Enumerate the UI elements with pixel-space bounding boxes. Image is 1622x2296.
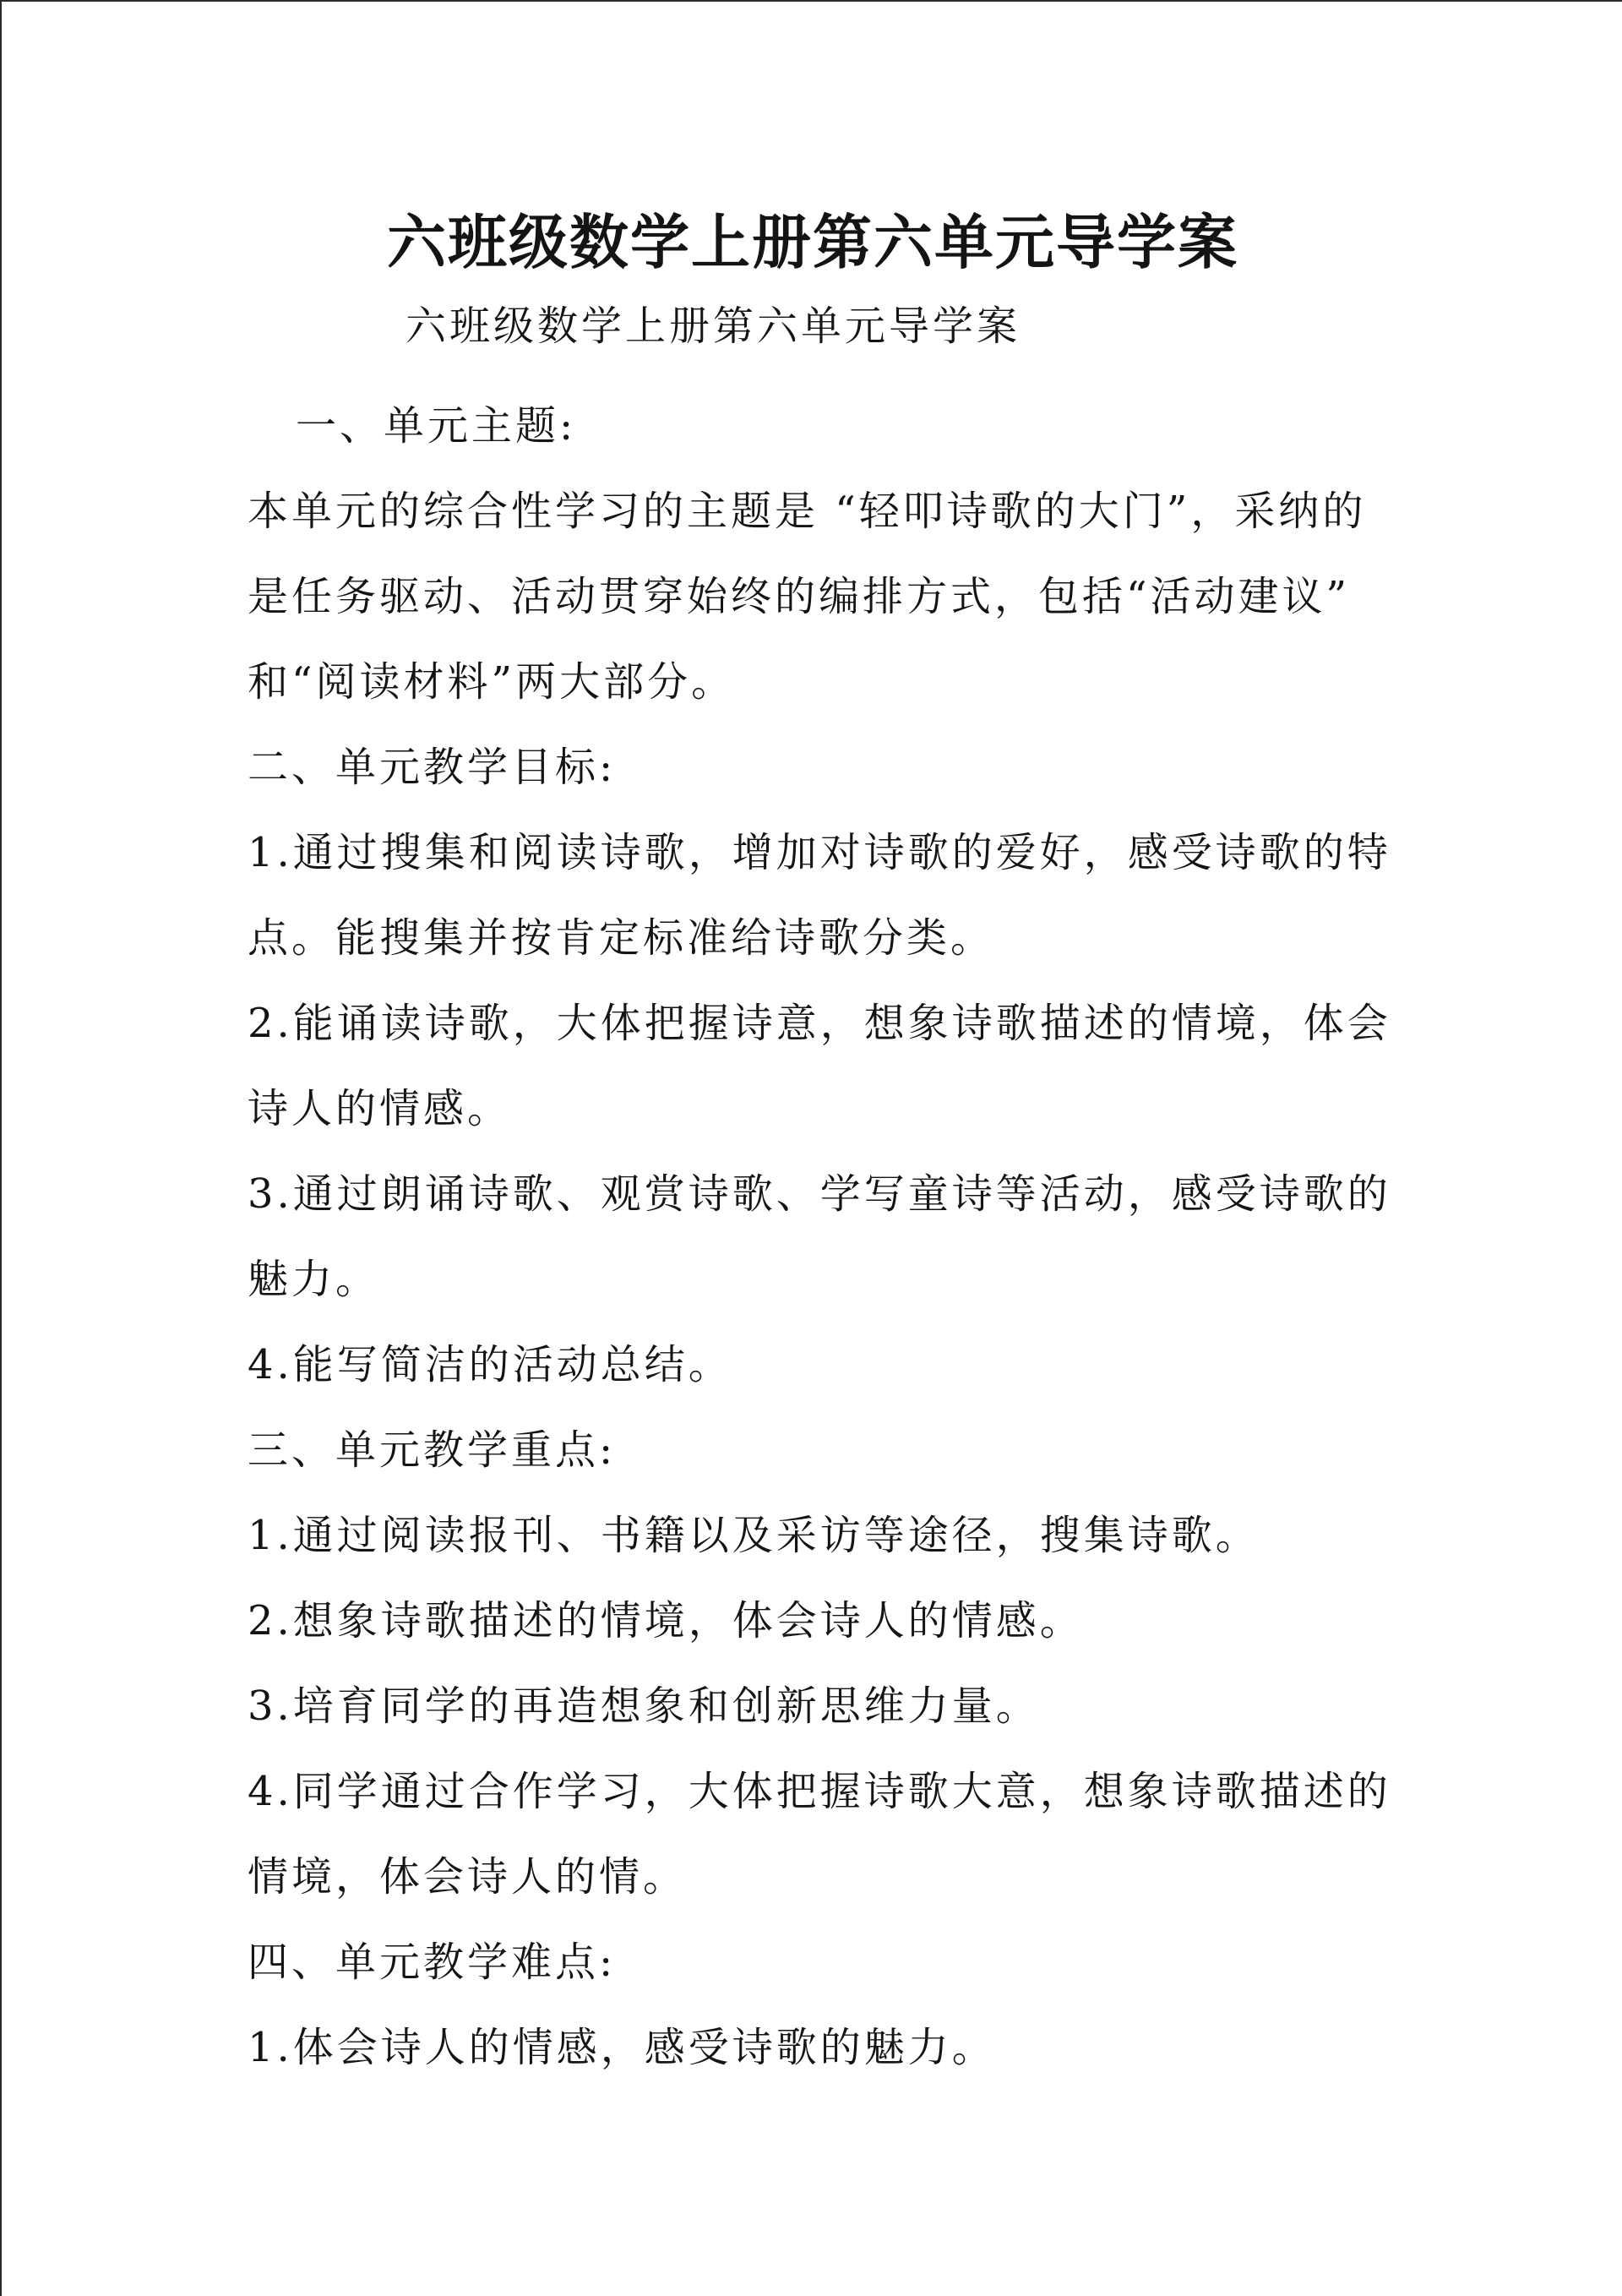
section-heading-difficulties: 四、单元教学难点: xyxy=(248,1939,617,1986)
list-item: 1.体会诗人的情感，感受诗歌的魅力。 xyxy=(248,2024,996,2071)
section-heading-goals: 二、单元教学目标: xyxy=(248,744,617,791)
list-item: 4.能写简洁的活动总结。 xyxy=(248,1341,732,1388)
list-item: 2.能诵读诗歌，大体把握诗意，想象诗歌描述的情境，体会 xyxy=(248,1000,1391,1047)
paragraph-line: 本单元的综合性学习的主题是 “轻叩诗歌的大门”，采纳的 xyxy=(248,488,1367,535)
list-item-continuation: 点。能搜集并按肯定标准给诗歌分类。 xyxy=(248,914,995,962)
document-body xyxy=(248,384,1396,2091)
list-item: 1.通过搜集和阅读诗歌，增加对诗歌的爱好，感受诗歌的特 xyxy=(248,829,1391,876)
list-item-continuation: 情境，体会诗人的情。 xyxy=(248,1853,688,1901)
paragraph-line: 和“阅读材料”两大部分。 xyxy=(248,658,736,706)
list-item: 1.通过阅读报刊、书籍以及采访等途径，搜集诗歌。 xyxy=(248,1512,1260,1559)
section-heading-key-points: 三、单元教学重点: xyxy=(248,1426,617,1474)
document-title: 六班级数学上册第六单元导学案 xyxy=(387,208,1238,277)
list-item: 3.通过朗诵诗歌、观赏诗歌、学写童诗等活动，感受诗歌的 xyxy=(248,1170,1391,1218)
list-item-continuation: 魅力。 xyxy=(248,1256,380,1303)
list-item: 4.同学通过合作学习，大体把握诗歌大意，想象诗歌描述的 xyxy=(248,1768,1391,1815)
paragraph-line: 是任务驱动、活动贯穿始终的编排方式，包括“活动建议” xyxy=(248,573,1351,620)
list-item: 2.想象诗歌描述的情境，体会诗人的情感。 xyxy=(248,1597,1084,1644)
document-subtitle: 六班级数学上册第六单元导学案 xyxy=(406,303,1021,350)
list-item-continuation: 诗人的情感。 xyxy=(248,1085,512,1132)
list-item: 3.培育同学的再造想象和创新思维力量。 xyxy=(248,1682,1040,1730)
section-heading-theme: 一、单元主题: xyxy=(296,402,577,450)
